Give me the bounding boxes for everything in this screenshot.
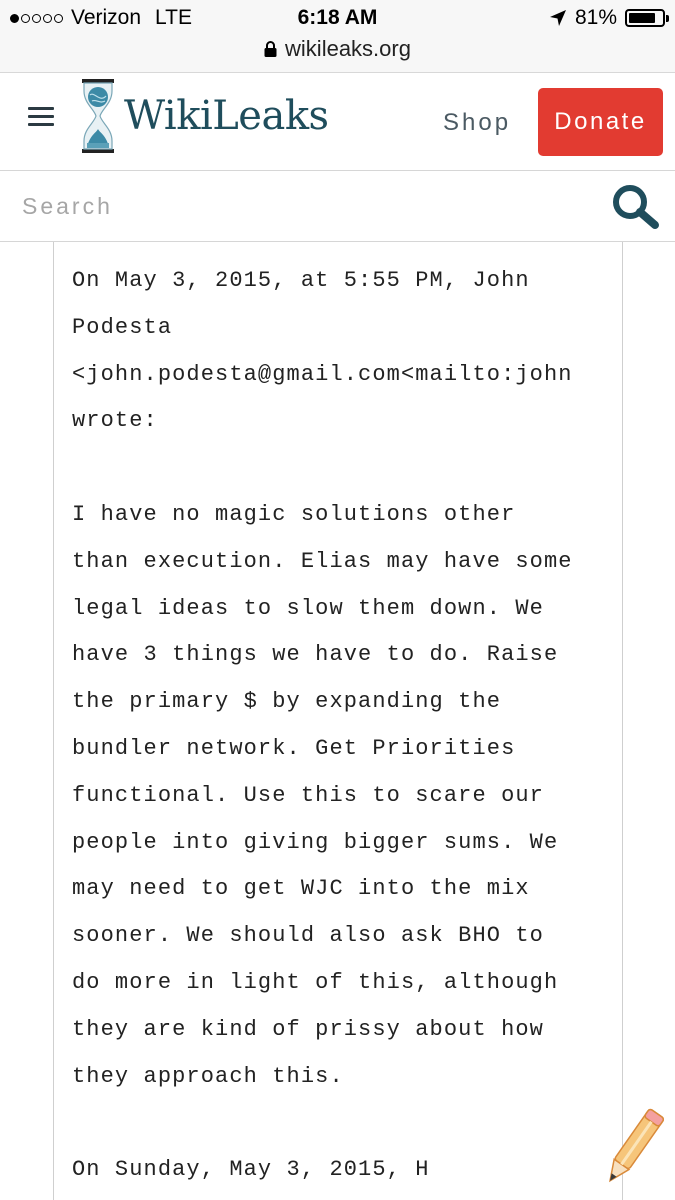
hourglass-logo-icon[interactable] bbox=[80, 77, 116, 155]
brand-name[interactable]: WikiLeaks bbox=[124, 93, 329, 139]
battery-fill bbox=[629, 13, 655, 23]
search-bar bbox=[0, 171, 675, 242]
location-arrow-icon bbox=[549, 9, 567, 27]
shop-link[interactable]: Shop bbox=[443, 109, 512, 136]
address-bar[interactable] bbox=[0, 36, 675, 62]
donate-button[interactable]: Donate bbox=[538, 88, 663, 156]
pencil-icon[interactable] bbox=[598, 1102, 668, 1194]
clock: 6:18 AM bbox=[297, 6, 378, 29]
status-right bbox=[549, 6, 665, 30]
battery-icon bbox=[625, 9, 665, 27]
lock-icon bbox=[264, 41, 277, 57]
email-body: On May 3, 2015, at 5:55 PM, John Podesta <john.podesta@gmail.com<mailto:john wrote: I have no magic solutions other than execution. Elias may have some legal ideas to slow them down. We have 3 things we have to do. Raise the primary $ by expanding the bundler network. Get Priorities functional. Use this to scare our people into giving bigger sums. We may need to get WJC into the mix sooner. We should also ask BHO to do more in light of this, although they are kind of prissy about how they approach this. On Sunday, May 3, 2015, H bbox=[72, 268, 573, 1183]
search-icon[interactable] bbox=[610, 183, 660, 229]
battery-percent: 81% bbox=[574, 6, 617, 29]
url-text: wikileaks.org bbox=[285, 36, 411, 61]
network-type: LTE bbox=[155, 6, 193, 29]
status-bar bbox=[0, 0, 675, 73]
carrier-name: Verizon bbox=[71, 6, 142, 29]
menu-icon[interactable] bbox=[28, 107, 54, 127]
email-content bbox=[53, 242, 623, 1200]
search-input[interactable] bbox=[20, 185, 584, 227]
site-header bbox=[0, 73, 675, 171]
